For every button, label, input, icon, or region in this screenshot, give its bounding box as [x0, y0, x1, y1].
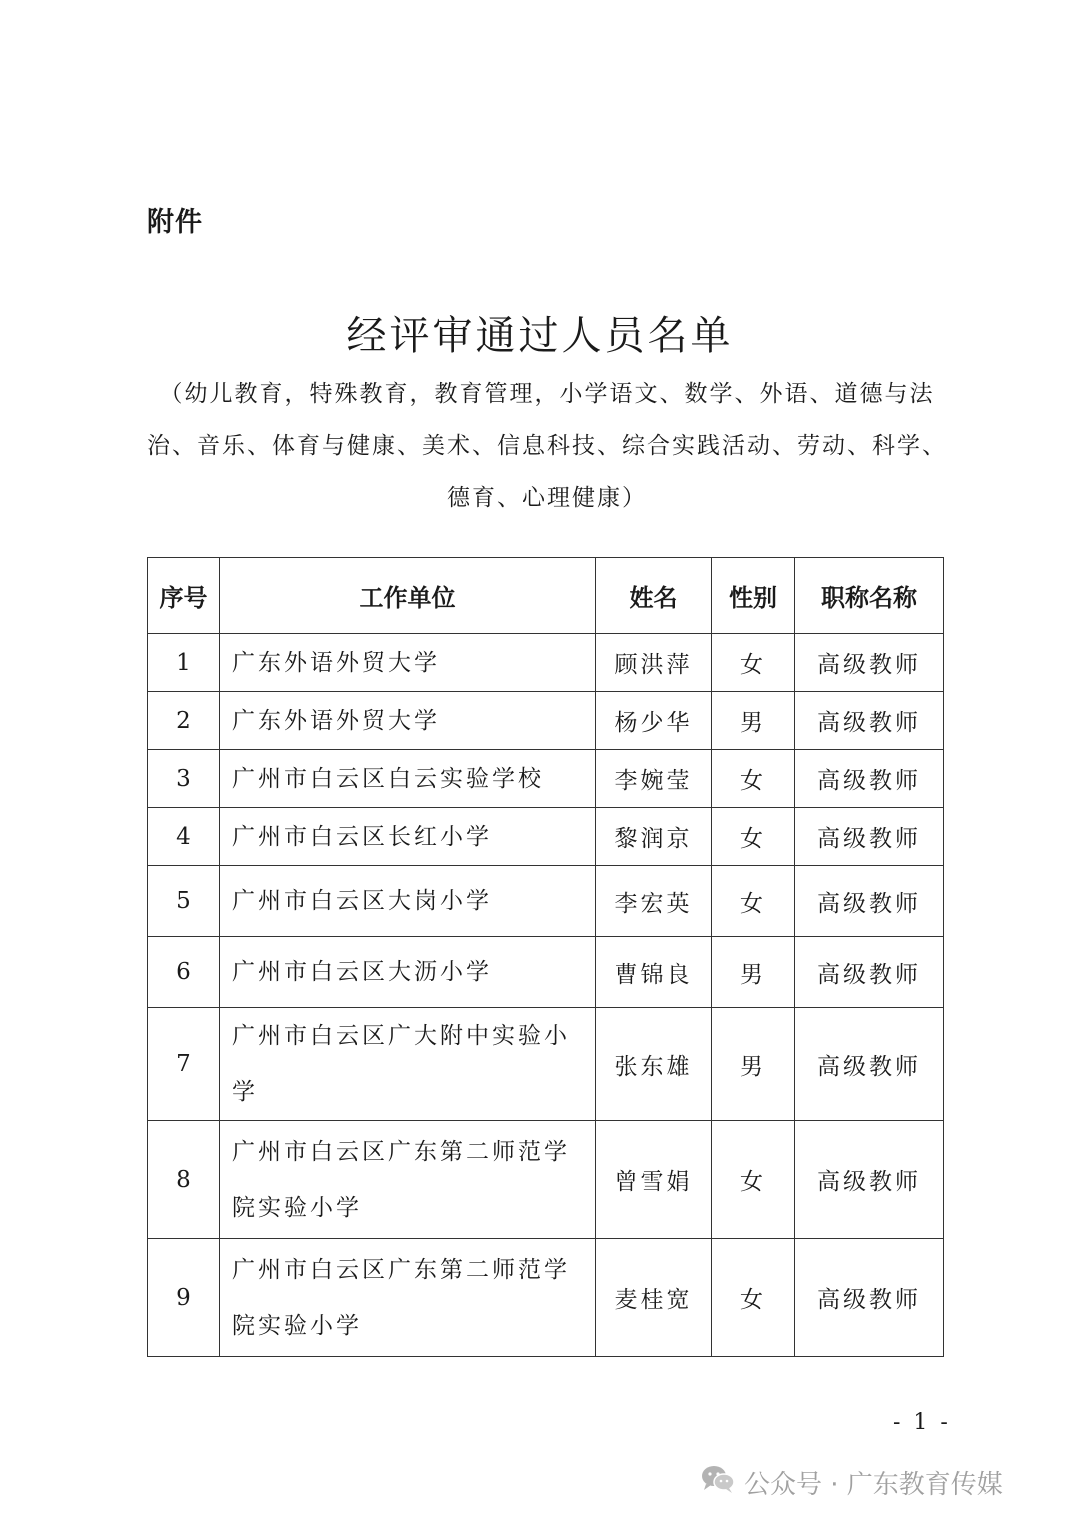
header-name: 姓名 [596, 558, 712, 634]
row-gender: 女 [712, 866, 795, 937]
row-gender: 女 [712, 1121, 795, 1239]
document-title: 经评审通过人员名单 [346, 313, 734, 359]
header-gender: 性别 [712, 558, 795, 634]
row-title: 高级教师 [795, 692, 944, 750]
table-row [148, 1239, 944, 1357]
row-title: 高级教师 [795, 937, 944, 1008]
row-name: 麦桂宽 [596, 1239, 712, 1357]
row-gender: 男 [712, 1008, 795, 1121]
table-row [148, 634, 944, 692]
row-name: 黎润京 [596, 808, 712, 866]
row-title: 高级教师 [795, 750, 944, 808]
row-name: 李婉莹 [596, 750, 712, 808]
table-row [148, 808, 944, 866]
row-unit: 广州市白云区广大附中实验小学 [220, 1008, 596, 1121]
row-title: 高级教师 [795, 866, 944, 937]
table-row [148, 937, 944, 1008]
row-unit: 广州市白云区白云实验学校 [220, 750, 596, 808]
attachment-label: 附件 [147, 207, 203, 238]
row-index: 4 [148, 808, 220, 866]
row-index: 6 [148, 937, 220, 1008]
row-unit: 广州市白云区广东第二师范学院实验小学 [220, 1239, 596, 1357]
row-title: 高级教师 [795, 808, 944, 866]
table-header-row [148, 558, 944, 634]
personnel-table [147, 557, 944, 1357]
row-index: 7 [148, 1008, 220, 1121]
row-unit: 广州市白云区大沥小学 [220, 937, 596, 1008]
watermark [700, 1462, 1003, 1502]
row-title: 高级教师 [795, 1121, 944, 1239]
wechat-icon [700, 1464, 744, 1501]
row-gender: 女 [712, 750, 795, 808]
header-unit: 工作单位 [220, 558, 596, 634]
row-index: 8 [148, 1121, 220, 1239]
row-index: 3 [148, 750, 220, 808]
page-number: - 1 - [893, 1410, 951, 1435]
row-index: 5 [148, 866, 220, 937]
row-index: 1 [148, 634, 220, 692]
row-name: 曾雪娟 [596, 1121, 712, 1239]
row-name: 曹锦良 [596, 937, 712, 1008]
header-index: 序号 [148, 558, 220, 634]
row-unit: 广州市白云区大岗小学 [220, 866, 596, 937]
row-unit: 广州市白云区广东第二师范学院实验小学 [220, 1121, 596, 1239]
row-index: 2 [148, 692, 220, 750]
row-gender: 女 [712, 808, 795, 866]
table-row [148, 1121, 944, 1239]
row-name: 李宏英 [596, 866, 712, 937]
table-row [148, 692, 944, 750]
row-index: 9 [148, 1239, 220, 1357]
row-gender: 女 [712, 634, 795, 692]
document-subtitle: （幼儿教育，特殊教育，教育管理，小学语文、数学、外语、道德与法治、音乐、体育与健康、美术、信息科技、综合实践活动、劳动、科学、德育、心理健康） [147, 381, 947, 511]
row-name: 张东雄 [596, 1008, 712, 1121]
watermark-text: 公众号 · 广东教育传媒 [744, 1469, 1003, 1500]
header-title: 职称名称 [795, 558, 944, 634]
row-unit: 广东外语外贸大学 [220, 634, 596, 692]
table-row [148, 750, 944, 808]
row-title: 高级教师 [795, 1239, 944, 1357]
row-gender: 男 [712, 937, 795, 1008]
row-name: 杨少华 [596, 692, 712, 750]
row-gender: 女 [712, 1239, 795, 1357]
row-gender: 男 [712, 692, 795, 750]
table-row [148, 866, 944, 937]
row-title: 高级教师 [795, 1008, 944, 1121]
row-title: 高级教师 [795, 634, 944, 692]
table-row [148, 1008, 944, 1121]
row-unit: 广州市白云区长红小学 [220, 808, 596, 866]
row-name: 顾洪萍 [596, 634, 712, 692]
row-unit: 广东外语外贸大学 [220, 692, 596, 750]
